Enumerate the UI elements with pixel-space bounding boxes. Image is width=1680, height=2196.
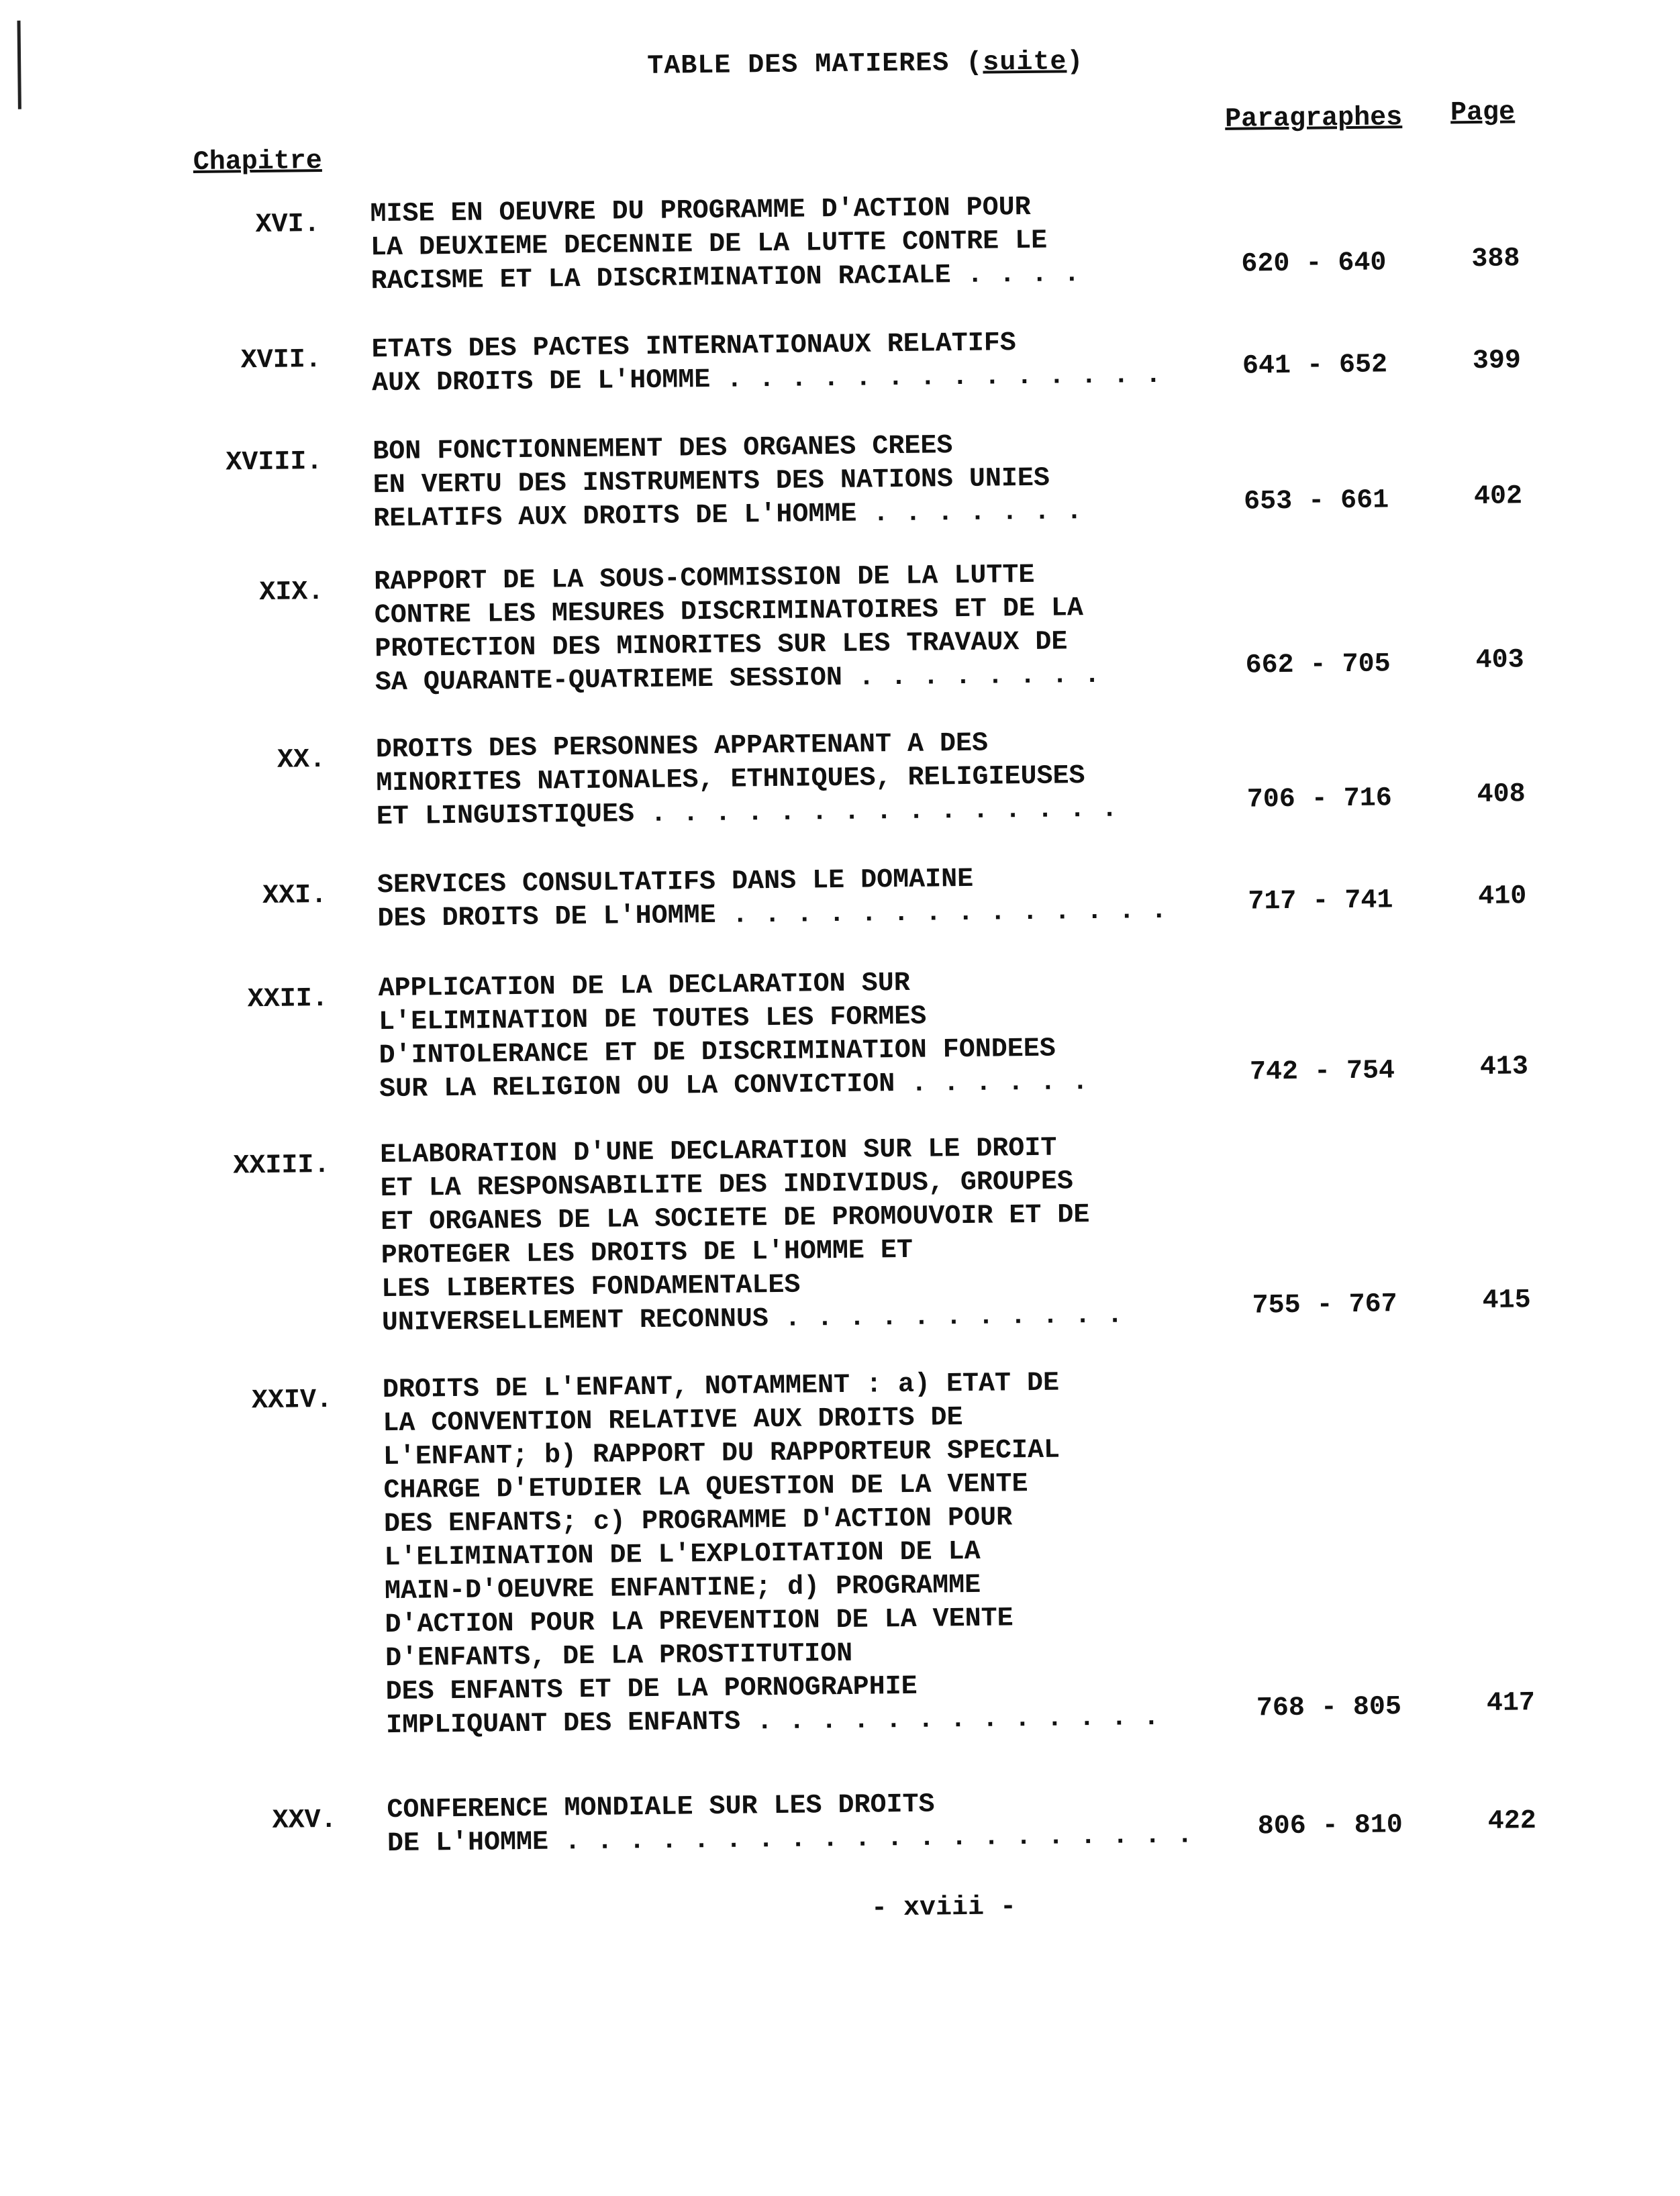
margin-mark (17, 21, 21, 109)
title-suffix: suite (983, 47, 1067, 79)
chapter-title-line: D'ENFANTS, DE LA PROSTITUTION (385, 1638, 853, 1675)
page-ref: 413 (1479, 1052, 1529, 1083)
chapter-title-line: SUR LA RELIGION OU LA CONVICTION . . . . . . (379, 1067, 1089, 1105)
chapter-number: XX. (277, 744, 326, 776)
chapter-title-line: RELATIFS AUX DROITS DE L'HOMME . . . . . . . (373, 497, 1083, 535)
toc-entry (0, 720, 1677, 833)
paragraph-range: 662 - 705 (1245, 649, 1391, 681)
column-header-chapitre: Chapitre (193, 146, 322, 179)
column-header-page: Page (1450, 97, 1516, 129)
chapter-number: XXV. (272, 1805, 337, 1836)
toc-entry (0, 959, 1679, 1105)
chapter-title (374, 558, 1167, 700)
chapter-number: XVII. (240, 345, 322, 377)
chapter-title-line: EN VERTU DES INSTRUMENTS DES NATIONS UNIES (373, 463, 1050, 501)
chapter-title-line: LA DEUXIEME DECENNIE DE LA LUTTE CONTRE LE (370, 226, 1048, 264)
chapter-title (370, 190, 1163, 299)
chapter-title-line: DES ENFANTS ET DE LA PORNOGRAPHIE (385, 1671, 918, 1708)
chapter-title-line: DROITS DES PERSONNES APPARTENANT A DES (375, 728, 989, 766)
chapter-title-line: UNIVERSELLEMENT RECONNUS . . . . . . . . . . . (381, 1300, 1124, 1339)
chapter-title-line: L'ELIMINATION DE TOUTES LES FORMES (378, 1001, 927, 1038)
chapter-title-line: MISE EN OEUVRE DU PROGRAMME D'ACTION POUR (370, 192, 1031, 230)
chapter-title-line: ET LINGUISTIQUES . . . . . . . . . . . . . . . (376, 794, 1118, 833)
paragraph-range: 755 - 767 (1252, 1289, 1397, 1321)
chapter-number: XVIII. (226, 447, 323, 479)
chapter-title-line: DE L'HOMME . . . . . . . . . . . . . . . . . . . . (387, 1820, 1193, 1860)
chapter-title-line: L'ELIMINATION DE L'EXPLOITATION DE LA (384, 1536, 981, 1574)
paragraph-range: 806 - 810 (1257, 1810, 1403, 1842)
chapter-title-line: APPLICATION DE LA DECLARATION SUR (378, 968, 910, 1005)
paragraph-range: 717 - 741 (1248, 885, 1393, 917)
chapter-title (387, 1786, 1193, 1861)
title-text: TABLE DES MATIERES (647, 48, 950, 82)
page-number: - xviii - (871, 1892, 1017, 1924)
chapter-title-line: CONFERENCE MONDIALE SUR LES DROITS (387, 1789, 935, 1826)
toc-entry (1, 1126, 1680, 1339)
paragraph-range: 620 - 640 (1241, 248, 1387, 280)
page-ref: 417 (1486, 1688, 1536, 1719)
toc-entry (3, 1360, 1680, 1742)
chapter-title-line: LA CONVENTION RELATIVE AUX DROITS DE (383, 1403, 963, 1440)
chapter-title-line: ET ORGANES DE LA SOCIETE DE PROMOUVOIR ET DE (381, 1200, 1090, 1238)
chapter-number: XXI. (262, 880, 328, 911)
chapter-title-line: ELABORATION D'UNE DECLARATION SUR LE DROIT (380, 1133, 1057, 1171)
chapter-title-line: RACISME ET LA DISCRIMINATION RACIALE . . . . (370, 259, 1080, 297)
chapter-title (376, 726, 1169, 834)
chapter-title-line: DES ENFANTS; c) PROGRAMME D'ACTION POUR (383, 1503, 1013, 1540)
chapter-title-line: D'ACTION POUR LA PREVENTION DE LA VENTE (385, 1603, 1014, 1641)
chapter-title-line: SERVICES CONSULTATIFS DANS LE DOMAINE (377, 864, 974, 901)
toc-entry (0, 552, 1675, 699)
chapter-title-line: CHARGE D'ETUDIER LA QUESTION DE LA VENTE (383, 1469, 1028, 1507)
toc-entry (0, 856, 1678, 935)
chapter-title-line: RAPPORT DE LA SOUS-COMMISSION DE LA LUTTE (374, 560, 1035, 598)
page-ref: 403 (1475, 645, 1524, 677)
page-ref: 415 (1482, 1285, 1531, 1316)
toc-entry (0, 185, 1671, 297)
chapter-title (383, 1366, 1179, 1743)
chapter-title-line: L'ENFANT; b) RAPPORT DU RAPPORTEUR SPECIAL (383, 1435, 1060, 1473)
chapter-number: XVI. (255, 209, 320, 241)
chapter-title-line: ETATS DES PACTES INTERNATIONAUX RELATIFS (371, 328, 1017, 366)
chapter-title-line: PROTECTION DES MINORITES SUR LES TRAVAUX DE (375, 627, 1068, 665)
chapter-title-line: AUX DROITS DE L'HOMME . . . . . . . . . . . . . . (371, 360, 1162, 399)
chapter-number: XXIV. (251, 1385, 333, 1417)
chapter-title-line: CONTRE LES MESURES DISCRIMINATOIRES ET DE LA (374, 593, 1084, 632)
toc-entry (7, 1781, 1680, 1860)
page-ref: 408 (1477, 779, 1526, 811)
chapter-title (378, 964, 1171, 1107)
chapter-title-line: PROTEGER LES DROITS DE L'HOMME ET (381, 1235, 913, 1272)
chapter-title-line: SA QUARANTE-QUATRIEME SESSION . . . . . . . . (375, 660, 1101, 699)
chapter-title-line: LES LIBERTES FONDAMENTALES (381, 1270, 801, 1305)
page-ref: 410 (1478, 881, 1527, 913)
chapter-number: XXIII. (233, 1150, 330, 1182)
page-ref: 402 (1473, 481, 1523, 513)
page-ref: 422 (1487, 1806, 1536, 1837)
chapter-title (371, 326, 1164, 401)
chapter-title-line: IMPLIQUANT DES ENFANTS . . . . . . . . . . . . . (385, 1703, 1160, 1742)
paragraph-range: 706 - 716 (1246, 783, 1393, 815)
chapter-number: XXII. (247, 983, 329, 1015)
paragraph-range: 653 - 661 (1243, 485, 1389, 517)
document-title: TABLE DES MATIERES (suite) (647, 47, 1084, 82)
toc-entry (0, 422, 1673, 535)
paragraph-range: 768 - 805 (1256, 1692, 1402, 1724)
chapter-title (373, 428, 1166, 536)
paragraph-range: 742 - 754 (1249, 1056, 1395, 1088)
chapter-title-line: DROITS DE L'ENFANT, NOTAMMENT : a) ETAT DE (382, 1368, 1060, 1406)
page-ref: 399 (1472, 346, 1522, 377)
chapter-title-line: BON FONCTIONNEMENT DES ORGANES CREES (373, 431, 953, 468)
chapter-title-line: ET LA RESPONSABILITE DES INDIVIDUS, GROUPES (380, 1166, 1074, 1205)
toc-entry (0, 320, 1672, 399)
chapter-title-line: DES DROITS DE L'HOMME . . . . . . . . . . . . . . (377, 895, 1167, 935)
paragraph-range: 641 - 652 (1242, 350, 1388, 382)
chapter-title-line: D'INTOLERANCE ET DE DISCRIMINATION FONDEES (379, 1034, 1056, 1072)
page-ref: 388 (1471, 244, 1520, 275)
column-header-paragraphes: Paragraphes (1224, 103, 1403, 135)
chapter-title-line: MINORITES NATIONALES, ETHNIQUES, RELIGIEUSES (376, 761, 1085, 799)
chapter-title (377, 861, 1170, 936)
chapter-number: XIX. (259, 577, 324, 609)
chapter-title (380, 1131, 1174, 1340)
chapter-title-line: MAIN-D'OEUVRE ENFANTINE; d) PROGRAMME (384, 1570, 981, 1607)
